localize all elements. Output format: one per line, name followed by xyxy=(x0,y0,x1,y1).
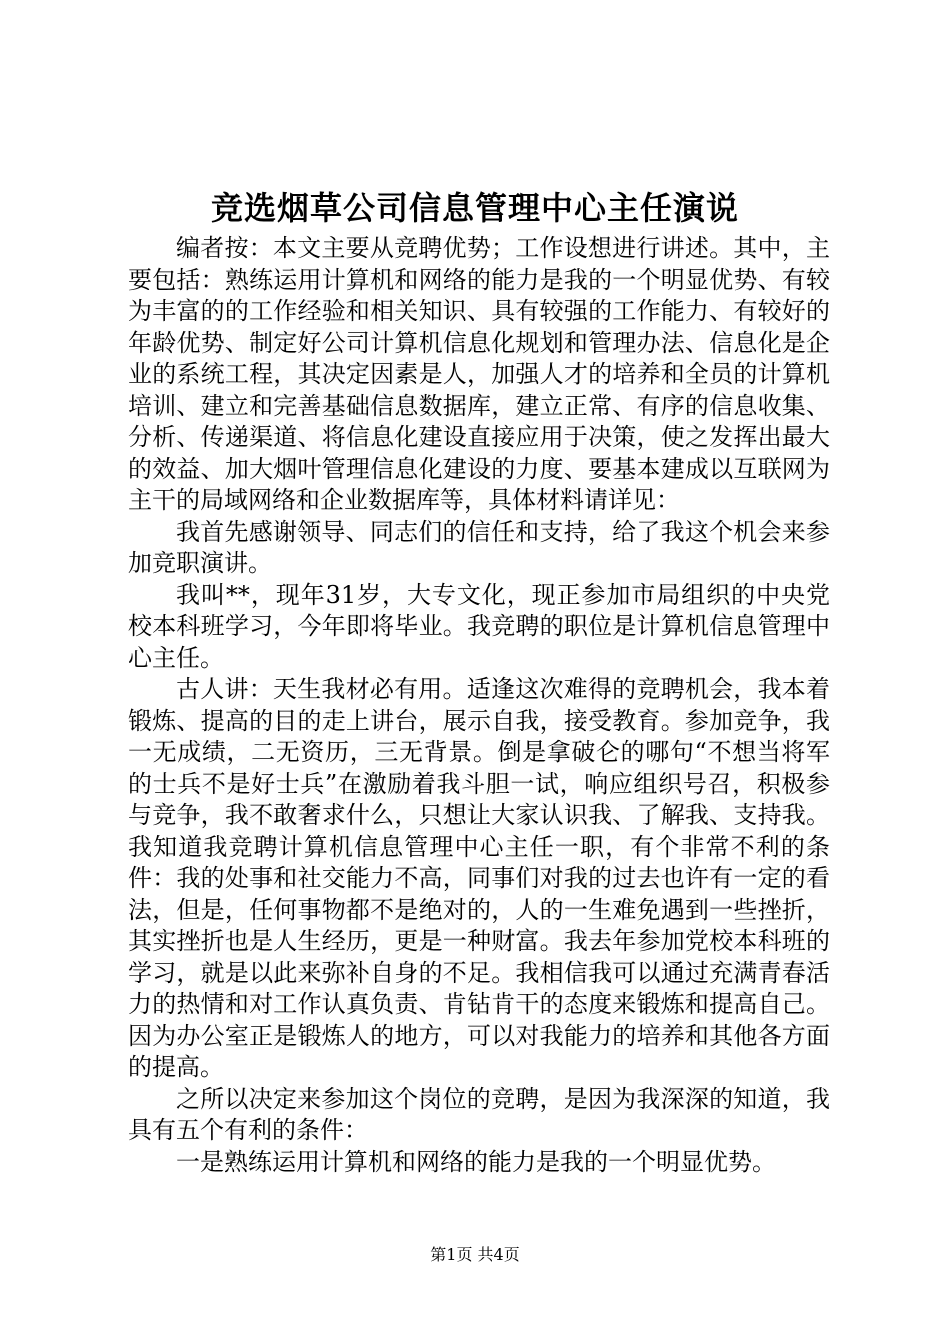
document-body xyxy=(128,233,830,1178)
document-title: 竞选烟草公司信息管理中心主任演说 xyxy=(210,189,739,227)
paragraph-motivation: 古人讲：天生我材必有用。适逢这次难得的竞聘机会，我本着锻炼、提高的目的走上讲台，展示自我，接受教育。参加竞争，我一无成绩，二无资历，三无背景。倒是拿破仑的哪句“不想当将军的士兵不是好士兵”在激励着我斗胆一试，响应组织号召，积极参与竞争，我不敢奢求什么，只想让大家认识我、了解我、支持我。我知道我竞聘计算机信息管理中心主任一职，有个非常不利的条件：我的处事和社交能力不高，同事们对我的过去也许有一定的看法，但是，任何事物都不是绝对的，人的一生难免遇到一些挫折，其实挫折也是人生经历，更是一种财富。我去年参加党校本科班的学习，就是以此来弥补自身的不足。我相信我可以通过充满青春活力的热情和对工作认真负责、肯钻肯干的态度来锻炼和提高自己。因为办公室正是锻炼人的地方，可以对我能力的培养和其他各方面的提高。 xyxy=(128,675,830,1081)
paragraph-thanks: 我首先感谢领导、同志们的信任和支持，给了我这个机会来参加竞职演讲。 xyxy=(128,517,830,577)
page-footer: 第1页 共4页 xyxy=(430,1245,520,1264)
paragraph-editor-note: 编者按：本文主要从竞聘优势；工作设想进行讲述。其中，主要包括：熟练运用计算机和网络的能力是我的一个明显优势、有较为丰富的的工作经验和相关知识、具有较强的工作能力、有较好的年龄优势、制定好公司计算机信息化规划和管理办法、信息化是企业的系统工程，其决定因素是人，加强人才的培养和全员的计算机培训、建立和完善基础信息数据库，建立正常、有序的信息收集、分析、传递渠道、将信息化建设直接应用于决策，使之发挥出最大的效益、加大烟叶管理信息化建设的力度、要基本建成以互联网为主干的局域网络和企业数据库等，具体材料请详见： xyxy=(128,234,830,514)
paragraph-first-reason: 一是熟练运用计算机和网络的能力是我的一个明显优势。 xyxy=(176,1147,776,1176)
paragraph-self-intro: 我叫**，现年31岁，大专文化，现正参加市局组织的中央党校本科班学习，今年即将毕业。我竞聘的职位是计算机信息管理中心主任。 xyxy=(128,580,830,672)
paragraph-reasons: 之所以决定来参加这个岗位的竞聘，是因为我深深的知道，我具有五个有利的条件： xyxy=(128,1084,830,1144)
